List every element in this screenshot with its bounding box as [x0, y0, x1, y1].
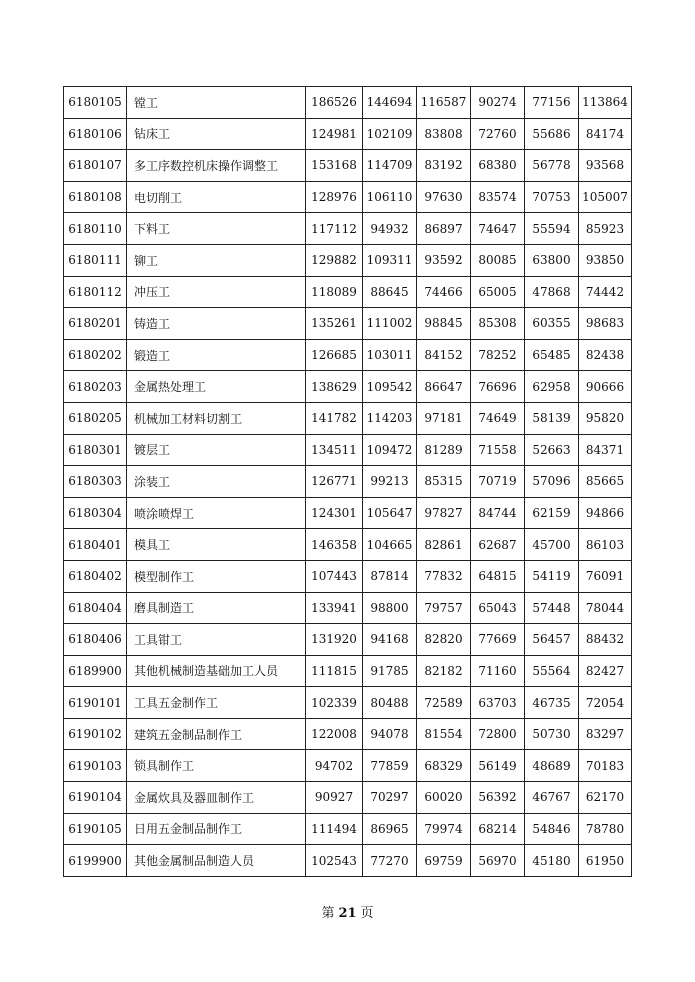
occupation-code: 6180406 [64, 624, 127, 656]
wage-value: 102109 [363, 118, 417, 150]
occupation-name: 多工序数控机床操作调整工 [127, 150, 306, 182]
wage-value: 86103 [579, 529, 632, 561]
wage-value: 56457 [525, 624, 579, 656]
occupation-name: 工具钳工 [127, 624, 306, 656]
wage-value: 91785 [363, 655, 417, 687]
wage-value: 126685 [306, 339, 363, 371]
wage-value: 97827 [417, 497, 471, 529]
table-row [64, 276, 632, 308]
table-row [64, 402, 632, 434]
wage-value: 111494 [306, 813, 363, 845]
table-row [64, 655, 632, 687]
wage-value: 52663 [525, 434, 579, 466]
wage-value: 65005 [471, 276, 525, 308]
wage-value: 72760 [471, 118, 525, 150]
wage-value: 56149 [471, 750, 525, 782]
wage-value: 82427 [579, 655, 632, 687]
wage-value: 131920 [306, 624, 363, 656]
table-row [64, 782, 632, 814]
occupation-code: 6180110 [64, 213, 127, 245]
wage-value: 138629 [306, 371, 363, 403]
occupation-code: 6189900 [64, 655, 127, 687]
occupation-code: 6180111 [64, 244, 127, 276]
wage-value: 60020 [417, 782, 471, 814]
table-row [64, 244, 632, 276]
occupation-name: 喷涂喷焊工 [127, 497, 306, 529]
wage-value: 122008 [306, 718, 363, 750]
wage-value: 82820 [417, 624, 471, 656]
wage-value: 74466 [417, 276, 471, 308]
wage-value: 84744 [471, 497, 525, 529]
occupation-code: 6180304 [64, 497, 127, 529]
wage-value: 45180 [525, 845, 579, 877]
wage-value: 71160 [471, 655, 525, 687]
wage-value: 93568 [579, 150, 632, 182]
wage-value: 62159 [525, 497, 579, 529]
wage-value: 113864 [579, 87, 632, 119]
table-row [64, 118, 632, 150]
wage-value: 82182 [417, 655, 471, 687]
occupation-code: 6190102 [64, 718, 127, 750]
wage-value: 57096 [525, 466, 579, 498]
table-row [64, 687, 632, 719]
wage-value: 102543 [306, 845, 363, 877]
wage-value: 98683 [579, 308, 632, 340]
wage-value: 68380 [471, 150, 525, 182]
occupation-name: 模具工 [127, 529, 306, 561]
wage-value: 76091 [579, 560, 632, 592]
wage-value: 109472 [363, 434, 417, 466]
wage-value: 79757 [417, 592, 471, 624]
occupation-code: 6180108 [64, 181, 127, 213]
wage-value: 85315 [417, 466, 471, 498]
wage-value: 82438 [579, 339, 632, 371]
wage-value: 85665 [579, 466, 632, 498]
wage-value: 78252 [471, 339, 525, 371]
wage-value: 135261 [306, 308, 363, 340]
occupation-name: 铸造工 [127, 308, 306, 340]
wage-value: 77859 [363, 750, 417, 782]
wage-value: 83574 [471, 181, 525, 213]
table-row [64, 466, 632, 498]
occupation-name: 日用五金制品制作工 [127, 813, 306, 845]
wage-value: 54119 [525, 560, 579, 592]
table-row [64, 624, 632, 656]
wage-value: 80085 [471, 244, 525, 276]
wage-value: 76696 [471, 371, 525, 403]
occupation-name: 其他金属制品制造人员 [127, 845, 306, 877]
wage-value: 95820 [579, 402, 632, 434]
table-body [64, 87, 632, 877]
wage-value: 86647 [417, 371, 471, 403]
occupation-name: 锁具制作工 [127, 750, 306, 782]
wage-value: 111815 [306, 655, 363, 687]
wage-value: 94702 [306, 750, 363, 782]
wage-value: 64815 [471, 560, 525, 592]
wage-value: 84174 [579, 118, 632, 150]
occupation-code: 6180107 [64, 150, 127, 182]
occupation-name: 冲压工 [127, 276, 306, 308]
wage-value: 97181 [417, 402, 471, 434]
occupation-name: 工具五金制作工 [127, 687, 306, 719]
wage-value: 114203 [363, 402, 417, 434]
occupation-code: 6180105 [64, 87, 127, 119]
wage-value: 65043 [471, 592, 525, 624]
wage-value: 68329 [417, 750, 471, 782]
wage-value: 82861 [417, 529, 471, 561]
wage-value: 124301 [306, 497, 363, 529]
wage-value: 94866 [579, 497, 632, 529]
page-prefix: 第 [321, 906, 335, 921]
wage-value: 85923 [579, 213, 632, 245]
wage-value: 186526 [306, 87, 363, 119]
page-footer [0, 902, 695, 921]
wage-value: 56970 [471, 845, 525, 877]
occupation-name: 锻造工 [127, 339, 306, 371]
wage-value: 54846 [525, 813, 579, 845]
wage-value: 128976 [306, 181, 363, 213]
wage-value: 46735 [525, 687, 579, 719]
wage-value: 99213 [363, 466, 417, 498]
wage-value: 83192 [417, 150, 471, 182]
wage-value: 88645 [363, 276, 417, 308]
wage-value: 77832 [417, 560, 471, 592]
occupation-code: 6180303 [64, 466, 127, 498]
wage-value: 70719 [471, 466, 525, 498]
wage-value: 97630 [417, 181, 471, 213]
wage-value: 133941 [306, 592, 363, 624]
wage-value: 84371 [579, 434, 632, 466]
wage-value: 79974 [417, 813, 471, 845]
occupation-name: 磨具制造工 [127, 592, 306, 624]
table-row [64, 308, 632, 340]
wage-value: 70183 [579, 750, 632, 782]
occupation-code: 6180402 [64, 560, 127, 592]
wage-value: 93850 [579, 244, 632, 276]
wage-value: 141782 [306, 402, 363, 434]
occupation-name: 电切削工 [127, 181, 306, 213]
wage-value: 55564 [525, 655, 579, 687]
wage-value: 68214 [471, 813, 525, 845]
page-number: 21 [338, 906, 357, 921]
occupation-code: 6180205 [64, 402, 127, 434]
wage-value: 78044 [579, 592, 632, 624]
wage-value: 104665 [363, 529, 417, 561]
table-row [64, 371, 632, 403]
wage-value: 80488 [363, 687, 417, 719]
table-row [64, 497, 632, 529]
occupation-code: 6190104 [64, 782, 127, 814]
wage-value: 83297 [579, 718, 632, 750]
wage-value: 83808 [417, 118, 471, 150]
wage-value: 114709 [363, 150, 417, 182]
occupation-name: 金属炊具及器皿制作工 [127, 782, 306, 814]
wage-value: 63800 [525, 244, 579, 276]
wage-table [63, 86, 632, 877]
wage-value: 65485 [525, 339, 579, 371]
wage-value: 81289 [417, 434, 471, 466]
wage-value: 94078 [363, 718, 417, 750]
page-suffix: 页 [360, 906, 374, 921]
occupation-code: 6180201 [64, 308, 127, 340]
occupation-code: 6199900 [64, 845, 127, 877]
occupation-name: 其他机械制造基础加工人员 [127, 655, 306, 687]
wage-value: 56778 [525, 150, 579, 182]
wage-value: 105007 [579, 181, 632, 213]
wage-value: 105647 [363, 497, 417, 529]
wage-value: 46767 [525, 782, 579, 814]
wage-value: 56392 [471, 782, 525, 814]
occupation-name: 镀层工 [127, 434, 306, 466]
wage-value: 94168 [363, 624, 417, 656]
wage-value: 84152 [417, 339, 471, 371]
occupation-name: 钻床工 [127, 118, 306, 150]
table-row [64, 87, 632, 119]
occupation-code: 6180301 [64, 434, 127, 466]
wage-value: 87814 [363, 560, 417, 592]
wage-value: 144694 [363, 87, 417, 119]
wage-value: 62687 [471, 529, 525, 561]
occupation-name: 建筑五金制品制作工 [127, 718, 306, 750]
wage-value: 111002 [363, 308, 417, 340]
table-row [64, 339, 632, 371]
wage-value: 77156 [525, 87, 579, 119]
wage-value: 63703 [471, 687, 525, 719]
wage-value: 74442 [579, 276, 632, 308]
wage-value: 50730 [525, 718, 579, 750]
wage-value: 109542 [363, 371, 417, 403]
wage-value: 90274 [471, 87, 525, 119]
wage-value: 116587 [417, 87, 471, 119]
wage-value: 118089 [306, 276, 363, 308]
wage-value: 72800 [471, 718, 525, 750]
table-row [64, 718, 632, 750]
wage-value: 62958 [525, 371, 579, 403]
wage-table-container [63, 86, 631, 877]
wage-value: 81554 [417, 718, 471, 750]
wage-value: 69759 [417, 845, 471, 877]
wage-value: 47868 [525, 276, 579, 308]
table-row [64, 813, 632, 845]
occupation-code: 6180404 [64, 592, 127, 624]
wage-value: 86897 [417, 213, 471, 245]
occupation-name: 铆工 [127, 244, 306, 276]
wage-value: 74649 [471, 402, 525, 434]
wage-value: 70753 [525, 181, 579, 213]
wage-value: 48689 [525, 750, 579, 782]
occupation-code: 6180202 [64, 339, 127, 371]
table-row [64, 592, 632, 624]
wage-value: 62170 [579, 782, 632, 814]
wage-value: 72589 [417, 687, 471, 719]
wage-value: 109311 [363, 244, 417, 276]
occupation-code: 6180203 [64, 371, 127, 403]
wage-value: 117112 [306, 213, 363, 245]
wage-value: 134511 [306, 434, 363, 466]
wage-value: 102339 [306, 687, 363, 719]
occupation-code: 6180112 [64, 276, 127, 308]
occupation-code: 6180106 [64, 118, 127, 150]
wage-value: 146358 [306, 529, 363, 561]
wage-value: 129882 [306, 244, 363, 276]
occupation-name: 模型制作工 [127, 560, 306, 592]
wage-value: 77669 [471, 624, 525, 656]
wage-value: 153168 [306, 150, 363, 182]
wage-value: 88432 [579, 624, 632, 656]
wage-value: 61950 [579, 845, 632, 877]
table-row [64, 560, 632, 592]
table-row [64, 750, 632, 782]
wage-value: 57448 [525, 592, 579, 624]
occupation-code: 6190101 [64, 687, 127, 719]
occupation-name: 机械加工材料切割工 [127, 402, 306, 434]
table-row [64, 529, 632, 561]
occupation-name: 镗工 [127, 87, 306, 119]
occupation-code: 6180401 [64, 529, 127, 561]
wage-value: 72054 [579, 687, 632, 719]
wage-value: 77270 [363, 845, 417, 877]
wage-value: 58139 [525, 402, 579, 434]
occupation-code: 6190103 [64, 750, 127, 782]
wage-value: 93592 [417, 244, 471, 276]
wage-value: 78780 [579, 813, 632, 845]
wage-value: 103011 [363, 339, 417, 371]
occupation-name: 下料工 [127, 213, 306, 245]
wage-value: 98845 [417, 308, 471, 340]
table-row [64, 434, 632, 466]
wage-value: 55686 [525, 118, 579, 150]
table-row [64, 150, 632, 182]
wage-value: 71558 [471, 434, 525, 466]
wage-value: 55594 [525, 213, 579, 245]
table-row [64, 845, 632, 877]
table-row [64, 213, 632, 245]
table-row [64, 181, 632, 213]
wage-value: 90927 [306, 782, 363, 814]
wage-value: 94932 [363, 213, 417, 245]
wage-value: 126771 [306, 466, 363, 498]
occupation-name: 涂装工 [127, 466, 306, 498]
wage-value: 107443 [306, 560, 363, 592]
occupation-code: 6190105 [64, 813, 127, 845]
wage-value: 74647 [471, 213, 525, 245]
wage-value: 106110 [363, 181, 417, 213]
wage-value: 86965 [363, 813, 417, 845]
wage-value: 85308 [471, 308, 525, 340]
wage-value: 45700 [525, 529, 579, 561]
wage-value: 98800 [363, 592, 417, 624]
occupation-name: 金属热处理工 [127, 371, 306, 403]
wage-value: 70297 [363, 782, 417, 814]
wage-value: 60355 [525, 308, 579, 340]
wage-value: 90666 [579, 371, 632, 403]
wage-value: 124981 [306, 118, 363, 150]
